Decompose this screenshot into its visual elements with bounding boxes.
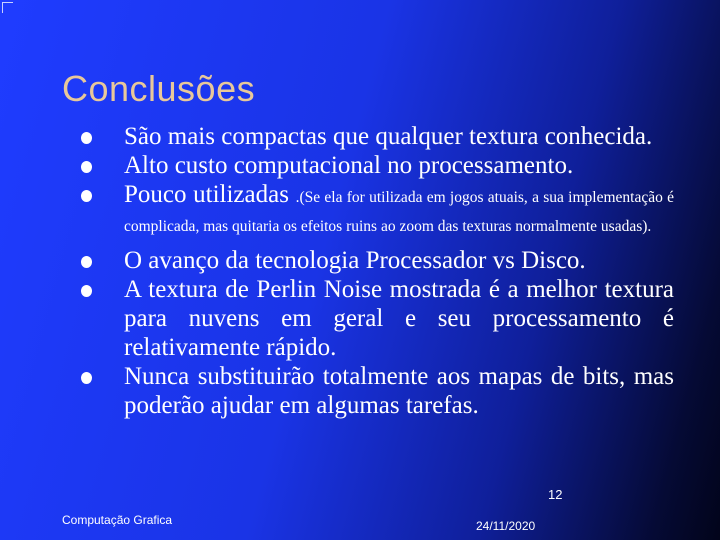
bullet-item: [78, 151, 674, 180]
footer-date: 24/11/2020: [476, 519, 536, 533]
bullet-text: Alto custo computacional no processamento.: [124, 152, 574, 179]
page-number: 12: [548, 487, 563, 502]
bullet-dot-icon: [81, 190, 92, 202]
bullet-item: [78, 362, 674, 420]
bullet-text: São mais compactas que qualquer textura conhecida.: [124, 123, 653, 150]
bullet-dot-icon: [81, 372, 92, 384]
bullet-item: [78, 180, 674, 238]
bullet-text: A textura de Perlin Noise mostrada é a melhor textura para nuvens em geral e seu processamento é relativamente rápido.: [124, 276, 674, 361]
bullet-note: .(Se ela for utilizada em jogos atuais, a sua implementação é complicada, mas quitaria os efeitos ruins ao zoom das texturas normalmente usadas).: [124, 189, 674, 235]
bullet-dot-icon: [81, 285, 92, 297]
slide-title: Conclusões: [62, 68, 256, 109]
bullet-text: Nunca substituirão totalmente aos mapas de bits, mas poderão ajudar em algumas tarefas.: [124, 363, 674, 419]
bullet-item: [78, 275, 674, 362]
bullet-item: [78, 122, 674, 151]
bullet-dot-icon: [81, 132, 92, 144]
bullet-text: O avanço da tecnologia Processador vs Disco.: [124, 247, 586, 274]
bullet-item: [78, 246, 674, 275]
bullet-dot-icon: [81, 256, 92, 268]
spacer: [78, 238, 674, 246]
corner-mark: [2, 2, 13, 13]
bullet-dot-icon: [81, 161, 92, 173]
bullet-list: [78, 122, 674, 420]
footer-course: Computação Grafica: [62, 513, 173, 527]
bullet-text: Pouco utilizadas: [124, 181, 296, 208]
